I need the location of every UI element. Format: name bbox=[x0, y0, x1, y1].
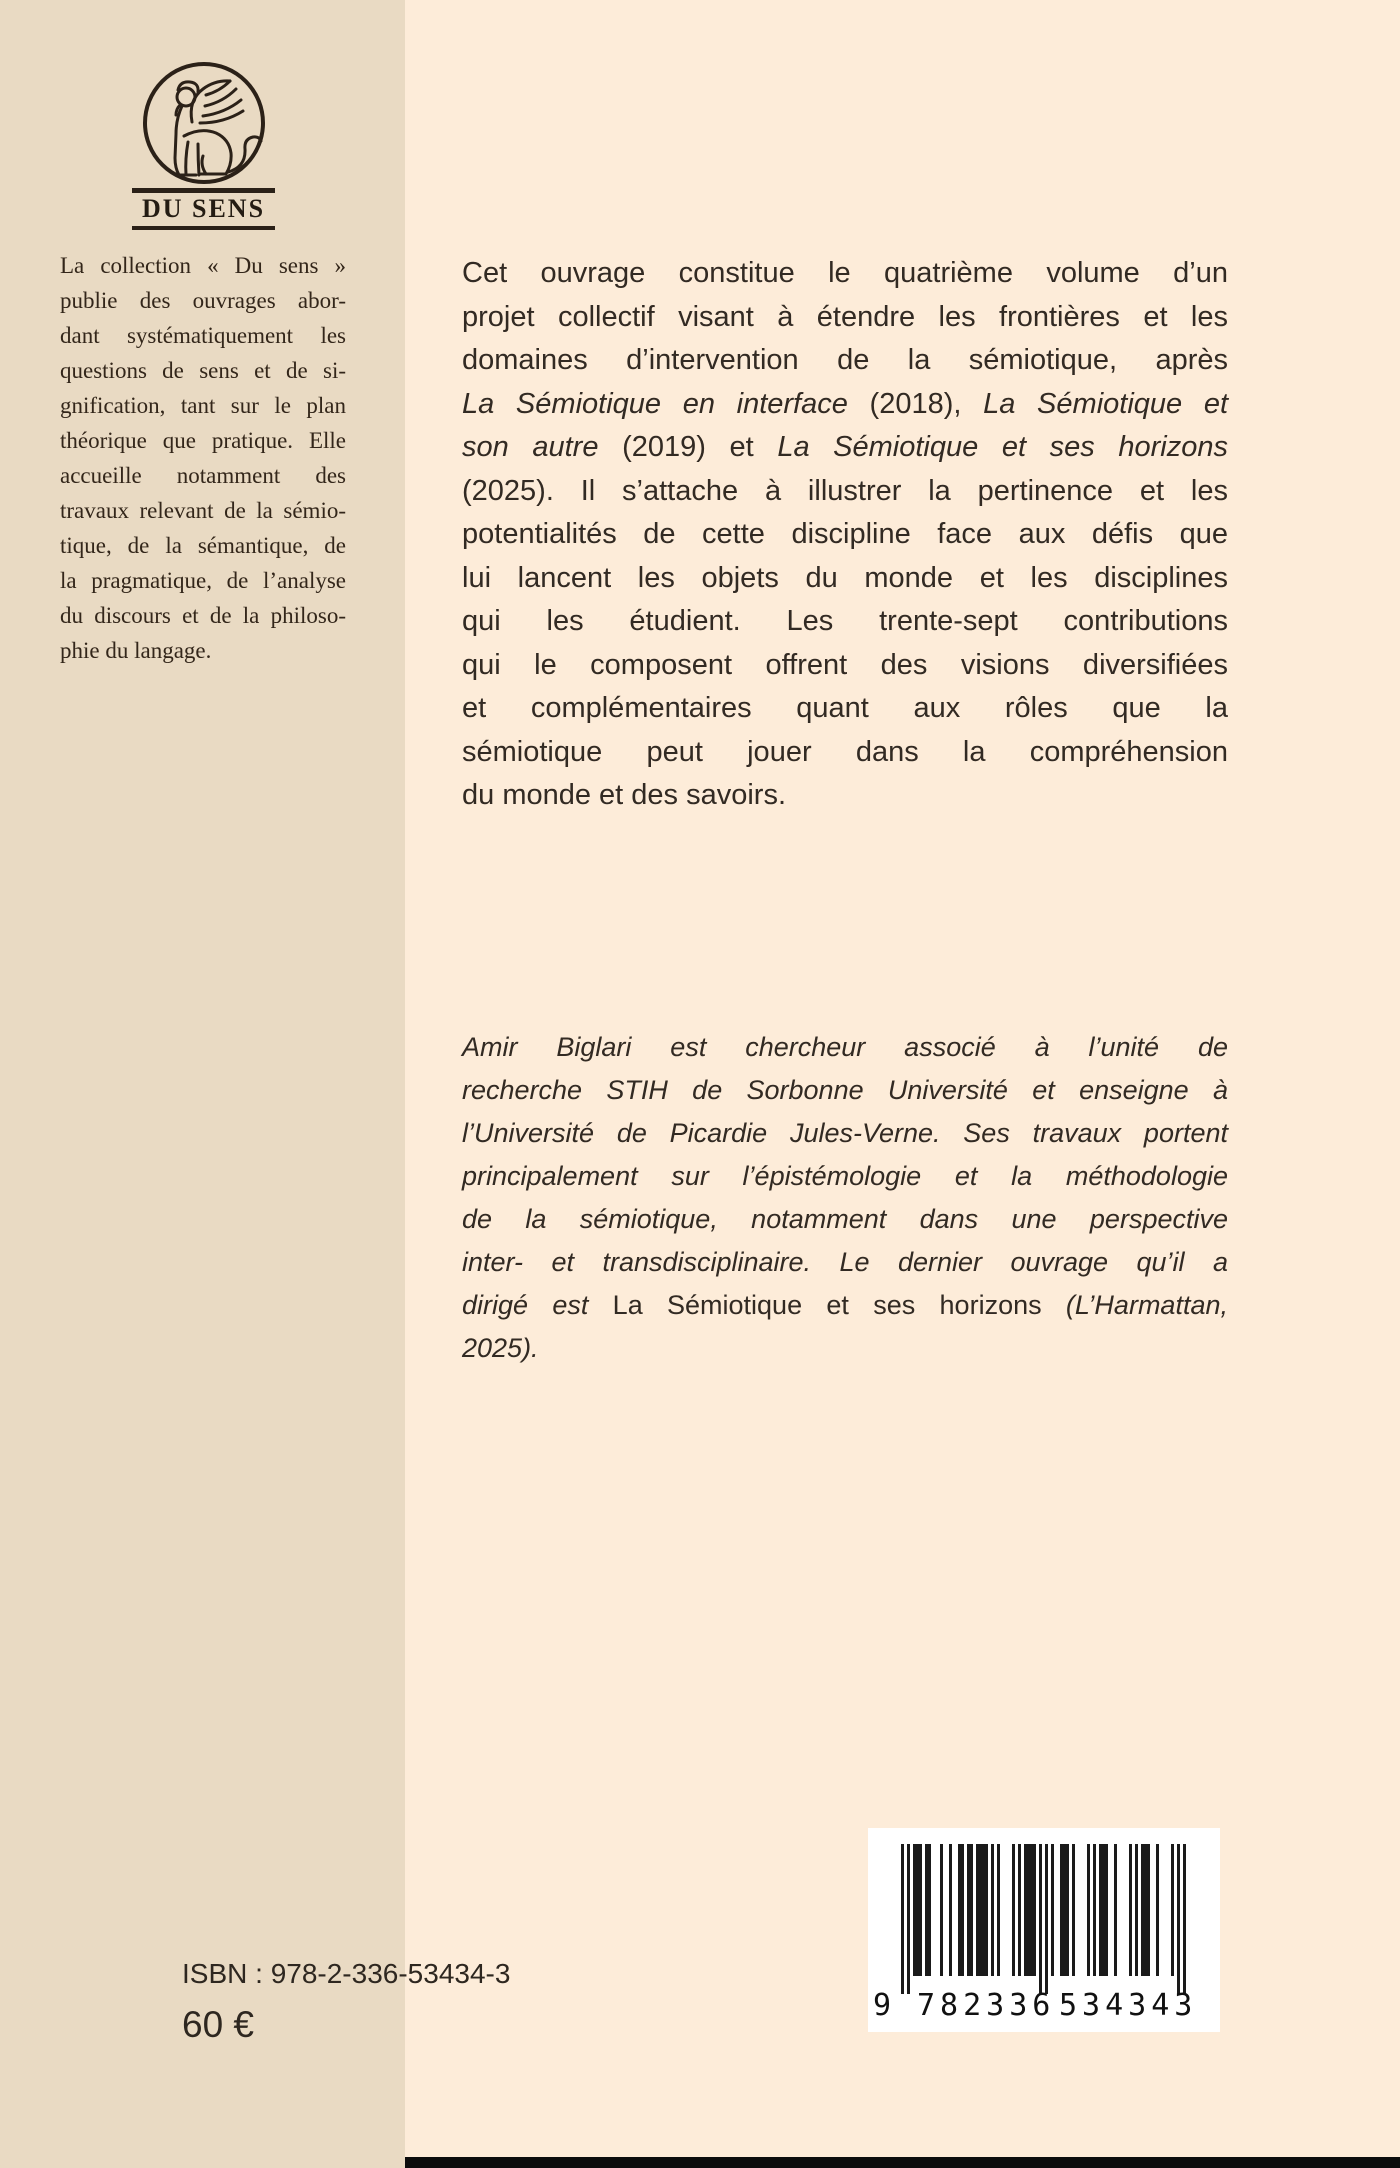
barcode-bars bbox=[901, 1844, 1186, 1994]
logo-rule-bottom bbox=[132, 226, 275, 230]
text-line: Amir Biglari est chercheur associé à l’unité de bbox=[462, 1032, 1228, 1062]
price-text: 60 € bbox=[182, 2004, 255, 2045]
text-line: son autre (2019) et La Sémiotique et ses horizons bbox=[462, 431, 1229, 463]
text-line: phie du langage. bbox=[60, 638, 212, 663]
text-line: publie des ouvrages abor- bbox=[60, 288, 346, 313]
text-line: gnification, tant sur le plan bbox=[60, 393, 346, 418]
text-line: La collection « Du sens » bbox=[60, 253, 346, 278]
text-line: recherche STIH de Sorbonne Université et enseigne à bbox=[462, 1075, 1228, 1105]
text-line: tique, de la sémantique, de bbox=[60, 533, 346, 558]
text-line: questions de sens et de si- bbox=[60, 358, 346, 383]
book-synopsis bbox=[462, 252, 1228, 818]
text-line: domaines d’intervention de la sémiotique, après bbox=[462, 344, 1228, 376]
text-line: théorique que pratique. Elle bbox=[60, 428, 346, 453]
spine-edge-strip bbox=[405, 2157, 1400, 2168]
barcode-digits-right: 534343 bbox=[1059, 1988, 1198, 2023]
text-line: qui le composent offrent des visions diversifiées bbox=[462, 648, 1228, 681]
barcode-digits-left: 782336 bbox=[917, 1988, 1056, 2023]
barcode bbox=[868, 1828, 1220, 2032]
text-line: du discours et de la philoso- bbox=[60, 603, 346, 628]
barcode-digit-system: 9 bbox=[873, 1988, 892, 2023]
author-bio bbox=[462, 1026, 1228, 1370]
collection-description bbox=[60, 248, 346, 668]
text-line: qui les étudient. Les trente-sept contributions bbox=[462, 605, 1228, 637]
text-line: inter- et transdisciplinaire. Le dernier ouvrage qu’il a bbox=[462, 1247, 1228, 1277]
text-line: la pragmatique, de l’analyse bbox=[60, 568, 346, 593]
text-line: de la sémiotique, notamment dans une perspective bbox=[462, 1204, 1228, 1234]
isbn-text: ISBN : 978-2-336-53434-3 bbox=[182, 1958, 511, 1989]
text-line: projet collectif visant à étendre les frontières et les bbox=[462, 300, 1228, 333]
text-line: travaux relevant de la sémio- bbox=[60, 498, 346, 523]
text-line: du monde et des savoirs. bbox=[462, 779, 787, 811]
collection-logo bbox=[132, 60, 275, 230]
text-line: lui lancent les objets du monde et les disciplines bbox=[462, 561, 1228, 594]
text-line: accueille notamment des bbox=[60, 463, 346, 488]
sphinx-icon bbox=[134, 60, 274, 186]
text-line: Cet ouvrage constitue le quatrième volume d’un bbox=[462, 257, 1228, 289]
text-line: La Sémiotique en interface (2018), La Sémiotique et bbox=[462, 387, 1229, 420]
text-line: 2025). bbox=[462, 1333, 539, 1363]
text-line: l’Université de Picardie Jules-Verne. Ses travaux portent bbox=[462, 1118, 1228, 1148]
text-line: dant systématiquement les bbox=[60, 323, 346, 348]
collection-name: DU SENS bbox=[141, 194, 266, 223]
text-line: sémiotique peut jouer dans la compréhension bbox=[462, 735, 1228, 768]
text-line: dirigé est La Sémiotique et ses horizons (L’Harmattan, bbox=[462, 1290, 1228, 1320]
text-line: potentialités de cette discipline face aux défis que bbox=[462, 518, 1228, 550]
text-line: et complémentaires quant aux rôles que la bbox=[462, 692, 1228, 724]
logo-rule-top bbox=[132, 188, 275, 193]
text-line: principalement sur l’épistémologie et la méthodologie bbox=[462, 1161, 1228, 1191]
text-line: (2025). Il s’attache à illustrer la pertinence et les bbox=[462, 474, 1228, 507]
